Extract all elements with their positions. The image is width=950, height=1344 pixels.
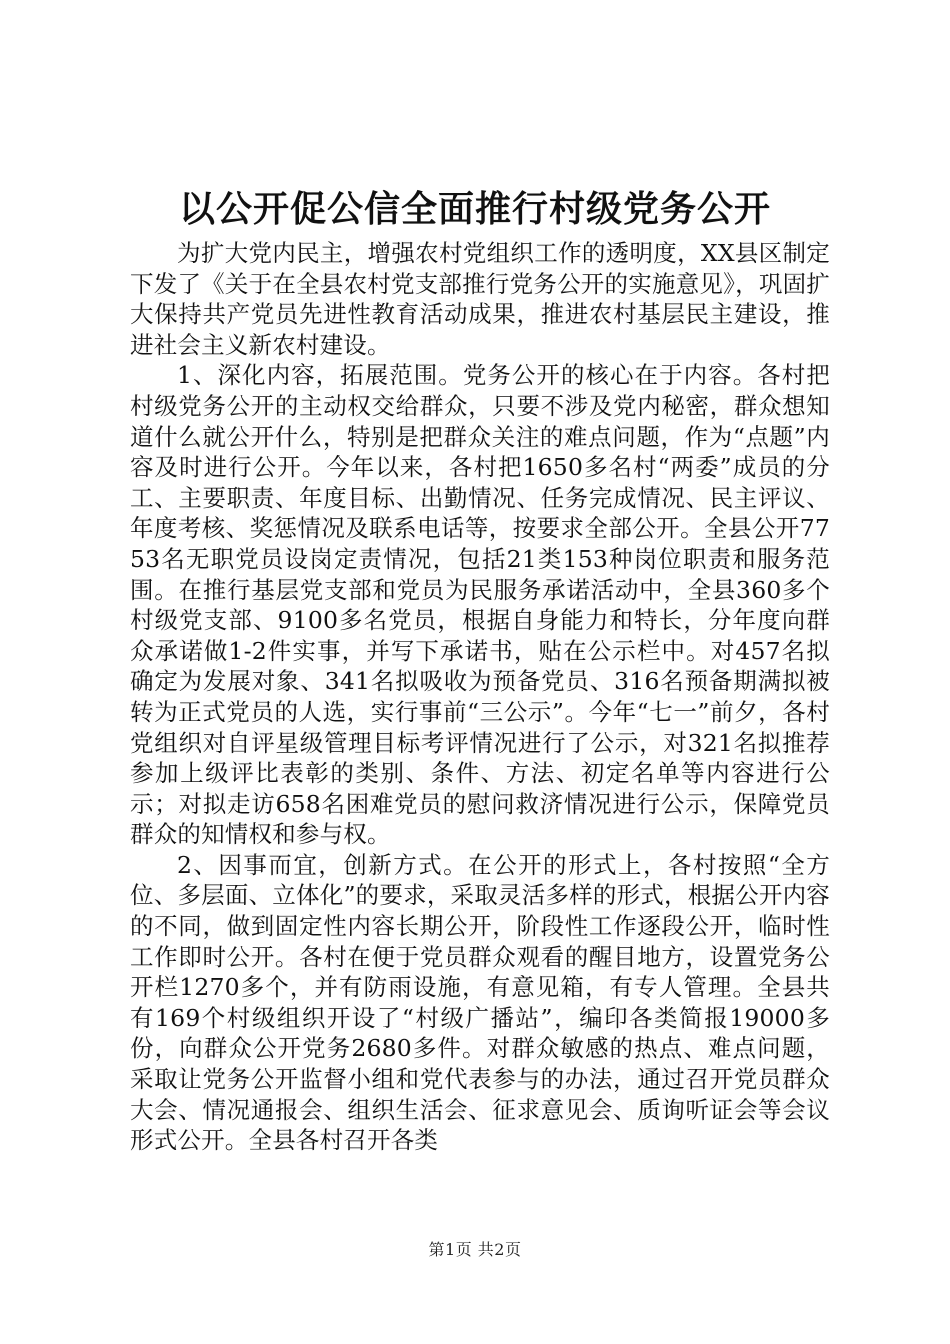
- section-2-paragraph: 2、因事而宜，创新方式。在公开的形式上，各村按照“全方位、多层面、立体化”的要求，采取灵活多样的形式，根据公开内容的不同，做到固定性内容长期公开，阶段性工作逐段公开，临时性工作即时公开。各村在便于党员群众观看的醒目地方，设置党务公开栏1270多个，并有防雨设施，有意见箱，有专人管理。全县共有169个村级组织开设了“村级广播站”，编印各类简报19000多份，向群众公开党务2680多件。对群众敏感的热点、难点问题，采取让党务公开监督小组和党代表参与的办法，通过召开党员群众大会、情况通报会、组织生活会、征求意见会、质询听证会等会议形式公开。全县各村召开各类: [130, 850, 830, 1155]
- document-title: 以公开促公信全面推行村级党务公开: [178, 188, 771, 230]
- document-body: [130, 238, 830, 1156]
- section-1-paragraph: 1、深化内容，拓展范围。党务公开的核心在于内容。各村把村级党务公开的主动权交给群众，只要不涉及党内秘密，群众想知道什么就公开什么，特别是把群众关注的难点问题，作为“点题”内容及时进行公开。今年以来，各村把1650多名村“两委”成员的分工、主要职责、年度目标、出勤情况、任务完成情况、民主评议、年度考核、奖惩情况及联系电话等，按要求全部公开。全县公开7753名无职党员设岗定责情况，包括21类153种岗位职责和服务范围。在推行基层党支部和党员为民服务承诺活动中，全县360多个村级党支部、9100多名党员，根据自身能力和特长，分年度向群众承诺做1-2件实事，并写下承诺书，贴在公示栏中。对457名拟确定为发展对象、341名拟吸收为预备党员、316名预备期满拟被转为正式党员的人选，实行事前“三公示”。今年“七一”前夕，各村党组织对自评星级管理目标考评情况进行了公示，对321名拟推荐参加上级评比表彰的类别、条件、方法、初定名单等内容进行公示；对拟走访658名困难党员的慰问救济情况进行公示，保障党员群众的知情权和参与权。: [130, 361, 830, 849]
- intro-paragraph: 为扩大党内民主，增强农村党组织工作的透明度，XX县区制定下发了《关于在全县农村党支部推行党务公开的实施意见》，巩固扩大保持共产党员先进性教育活动成果，推进农村基层民主建设，推进社会主义新农村建设。: [130, 239, 830, 359]
- page-number-footer: 第1页 共2页: [428, 1240, 522, 1259]
